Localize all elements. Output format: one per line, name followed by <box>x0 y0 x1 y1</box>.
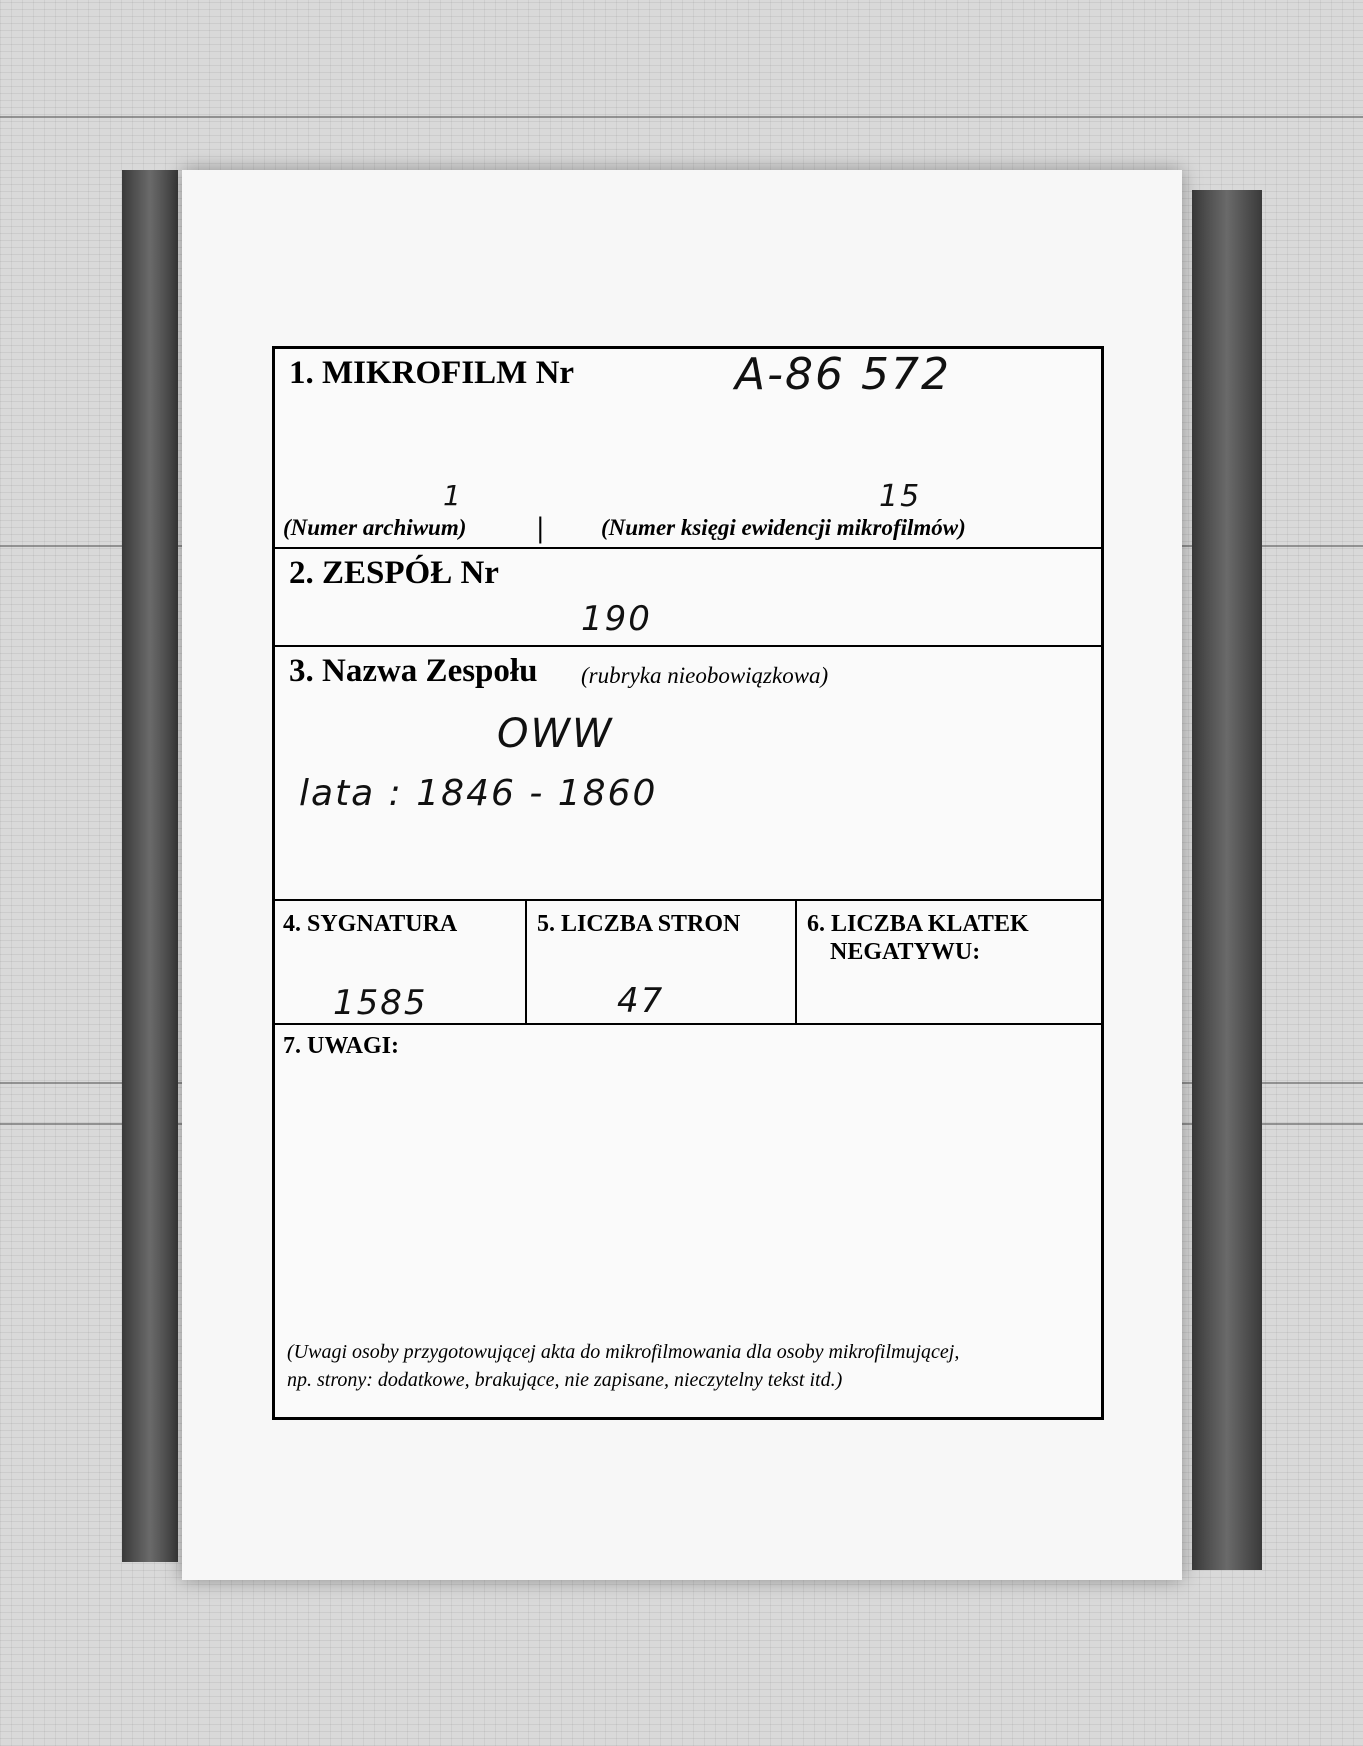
page-count-value: 47 <box>617 981 665 1021</box>
registry-number-label: (Numer księgi ewidencji mikrofilmów) <box>601 515 966 540</box>
fonds-number-value: 190 <box>581 599 652 639</box>
column-divider <box>525 901 527 1023</box>
fonds-name-value: OWW <box>497 711 614 757</box>
fonds-number-label: 2. ZESPÓŁ Nr <box>289 555 499 591</box>
remarks-footnote-line1: (Uwagi osoby przygotowującej akta do mikrofilmowania dla osoby mikrofilmującej, <box>287 1341 960 1363</box>
fonds-name-note: (rubryka nieobowiązkowa) <box>581 663 829 688</box>
registry-number-value: 15 <box>879 479 922 514</box>
page-count-label: 5. LICZBA STRON <box>537 911 741 937</box>
fonds-years: lata : 1846 - 1860 <box>299 773 658 814</box>
remarks-footnote-line2: np. strony: dodatkowe, brakujące, nie zapisane, nieczytelny tekst itd.) <box>287 1369 843 1391</box>
row-signature-pages-frames <box>275 901 1101 1025</box>
microfilm-label: 1. MIKROFILM Nr <box>289 355 575 391</box>
frame-count-label-line2: NEGATYWU: <box>830 939 981 965</box>
row-remarks <box>275 1025 1101 1417</box>
microfilm-number: A-86 572 <box>735 349 951 400</box>
archive-number-label: (Numer archiwum) <box>283 515 467 540</box>
remarks-label: 7. UWAGI: <box>283 1033 400 1059</box>
fonds-name-label: 3. Nazwa Zespołu <box>289 653 538 689</box>
row-fonds-number <box>275 549 1101 647</box>
signature-label: 4. SYGNATURA <box>283 911 458 937</box>
signature-value: 1585 <box>333 983 428 1023</box>
scan-line <box>0 116 1363 118</box>
row-fonds-name <box>275 647 1101 901</box>
row-microfilm <box>275 349 1101 549</box>
column-divider <box>795 901 797 1023</box>
film-edge-right <box>1192 190 1262 1570</box>
frame-count-label: 6. LICZBA KLATEK <box>807 911 1029 937</box>
field-separator: | <box>537 511 544 544</box>
film-edge-left <box>122 170 178 1562</box>
archive-number-value: 1 <box>443 479 463 512</box>
microfilm-form <box>272 346 1104 1420</box>
